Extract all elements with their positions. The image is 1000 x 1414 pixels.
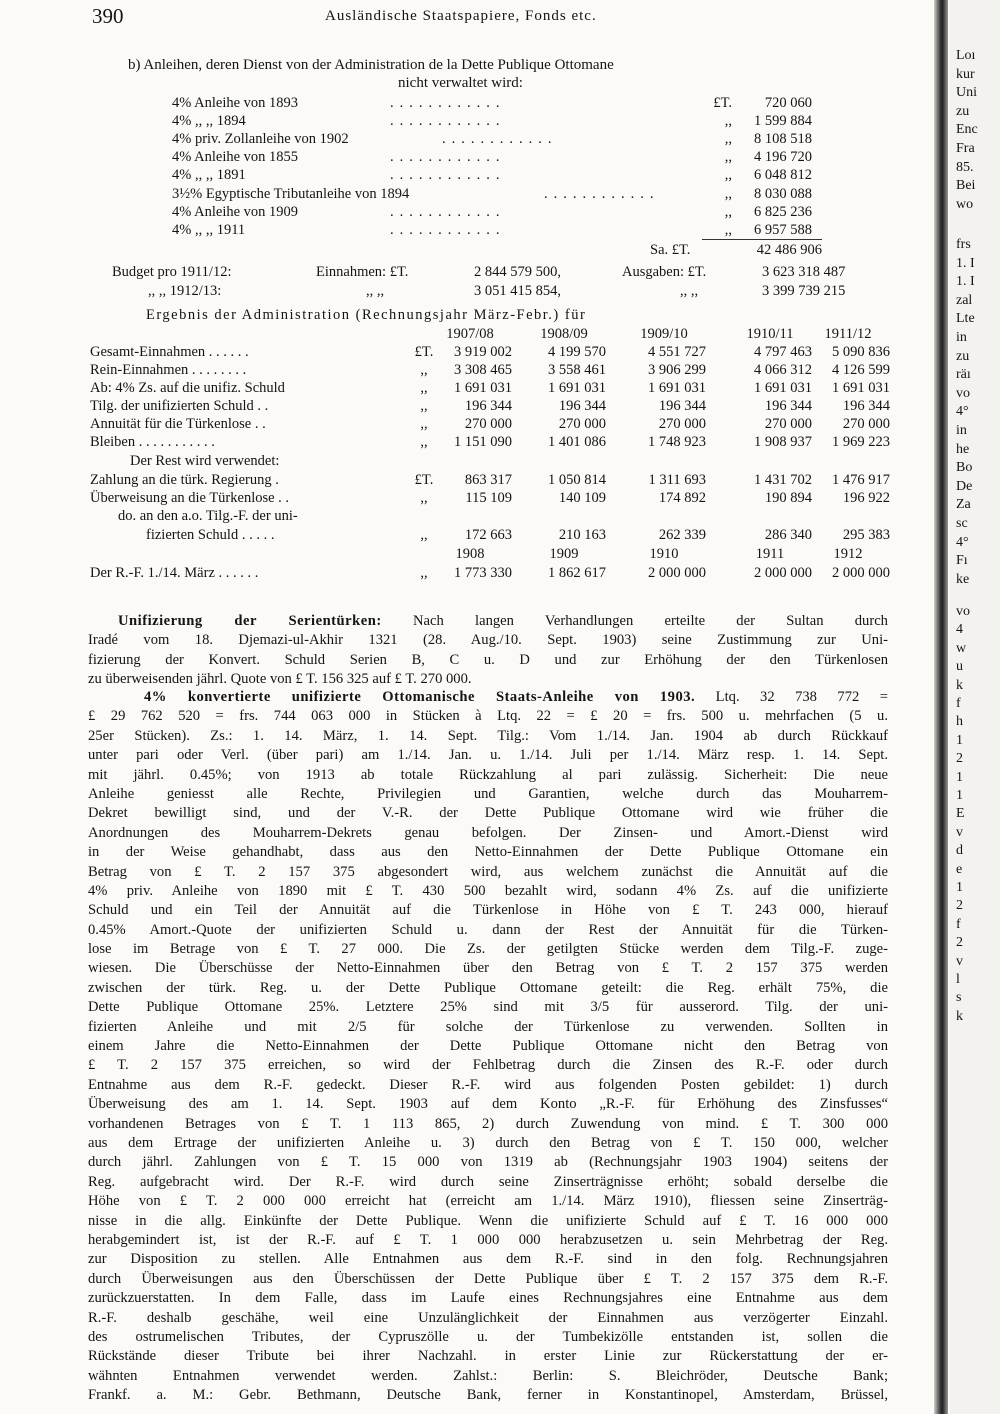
loan-currency: ,, xyxy=(724,149,732,166)
adjacent-page-fragment: h xyxy=(956,714,963,730)
rf-row-value: 1 862 617 xyxy=(548,565,606,581)
loan-currency: ,, xyxy=(724,221,732,238)
use-row-value: 1 431 702 xyxy=(754,472,812,488)
anleihe-line: aus dem Ertrage der unifizierten Anleihe u. 3) durch den Betrag von £ T. 150 000, welcher xyxy=(88,1134,888,1151)
result-row-value: 196 344 xyxy=(764,398,812,414)
adjacent-page-fragment: v xyxy=(956,953,963,969)
anleihe-line: einem Jahre die Netto-Einnahmen der Dette Publique Ottomane nicht den Betrag von xyxy=(88,1038,888,1055)
anleihe-line: unter pari oder Verl. (über pari) am 1./14. Jan. u. 1./14. Juli per 1./14. März resp. 1. 14. Sept. xyxy=(88,747,888,764)
anleihe-line: wiesen. Die Überschüsse der Netto-Einnahmen über den Betrag von £ T. 2 157 375 werden xyxy=(88,960,888,977)
page-number: 390 xyxy=(92,4,124,28)
loan-currency: £T. xyxy=(713,95,732,111)
anleihe-line: R.-F. deshalb geschähe, weil eine Unzulänglichkeit der Einnahmen aus verzögerter Einzahl. xyxy=(88,1309,888,1326)
year-label: 1909 xyxy=(549,546,579,562)
do-row-value: 172 663 xyxy=(464,527,512,543)
sum-rule xyxy=(702,239,822,240)
anleihe-line: lose im Betrage von £ T. 27 000. Die Zs. der getilgten Stücke werden dem Tilg.-F. zuge- xyxy=(88,941,888,958)
anleihe-line: Überweisung des am 1. 14. Sept. 1903 auf dem Konto „R.-F. für Erhöhung des Zinsfusses“ xyxy=(88,1096,888,1113)
loan-currency: ,, xyxy=(724,113,732,130)
anleihe-line: vorhandenen Betrages von £ T. 1 113 865, 2) durch Zuwendung von mind. £ T. 300 000 xyxy=(88,1115,888,1132)
anleihe-line: in der Weise gehandhabt, dass aus den Netto-Einnahmen der Dette Publique Ottomane ein xyxy=(88,844,888,861)
rf-row-value: 2 000 000 xyxy=(832,565,890,581)
adjacent-page-fragment: l xyxy=(956,972,960,987)
use-row-value: 140 109 xyxy=(558,490,606,506)
do-row-value: 210 163 xyxy=(558,527,606,543)
loan-row xyxy=(172,113,812,131)
result-row-value: 1 908 937 xyxy=(754,434,812,450)
anleihe-line: 25er Stücken). Zs.: 1. 14. März, 1. 14. Sept. Tilg.: Vom 1./14. Jan. 1904 ab durch Rückkauf xyxy=(88,727,888,744)
result-row-value: 1 691 031 xyxy=(648,380,706,396)
result-row-label: Annuität für die Türkenlose . . xyxy=(90,416,266,432)
result-row-value: 1 969 223 xyxy=(832,434,890,450)
anleihe-line: Dekret bewilligt sind, und der V.-R. der Dette Publique Ottomane wird wie früher die xyxy=(88,805,888,822)
use-row-value: 863 317 xyxy=(464,472,512,488)
rf-row-unit: ,, xyxy=(420,565,428,581)
adjacent-page-fragment: Za xyxy=(956,497,971,513)
year-label: 1910/11 xyxy=(746,326,794,342)
adjacent-page-fragment: 1 xyxy=(956,788,963,803)
use-row-value: 1 311 693 xyxy=(648,472,706,488)
anleihe-line: Anordnungen des Mouharrem-Dekrets genau befolgen. Der Zinsen- und Amort.-Dienst wird xyxy=(88,824,888,841)
anleihe-line: durch Überweisungen aus den Überschüssen der Dette Publique über £ T. 2 157 375 dem R.-F. xyxy=(88,1270,888,1287)
unifizierung-heading: Unifizierung der Serientürken: xyxy=(118,613,382,629)
anleihe-line: 0.45% Amort.-Quote der unifizierten Schuld u. dann der Rest der Annuität für die Türken- xyxy=(88,921,888,938)
adjacent-page-fragment: Uni xyxy=(956,85,977,101)
loan-name: 3½% Egyptische Tributanleihe von 1894 xyxy=(172,185,410,202)
loan-name: 4% ,, ,, 1911 xyxy=(172,221,246,238)
year-label: 1910 xyxy=(649,546,679,562)
adjacent-page-fragment: Fra xyxy=(956,141,975,156)
adjacent-page-fragment: k xyxy=(956,1008,963,1024)
do-row-value: 262 339 xyxy=(658,527,706,543)
loan-amount: 8 030 088 xyxy=(754,185,812,202)
adjacent-page-fragment: Lte xyxy=(956,311,975,327)
loan-row xyxy=(172,186,812,204)
anleihe-line: wähnten Entnahmen verwendet werden. Zahlst.: Berlin: S. Bleichröder, Deutsche Bank; xyxy=(88,1367,888,1384)
adjacent-page-fragment: in xyxy=(956,423,967,438)
adjacent-page-fragment: v xyxy=(956,824,963,840)
anleihe-line: Reg. aufgebracht wird. Der R.-F. wird durch seine Zinserträgnisse erhöht; sobald derselbe die xyxy=(88,1173,888,1190)
result-row-value: 1 691 031 xyxy=(832,380,890,396)
leader-dots: ............ xyxy=(390,113,506,130)
use-row-value: 190 894 xyxy=(764,490,812,506)
loan-row xyxy=(172,95,812,113)
rf-row-value: 2 000 000 xyxy=(754,565,812,581)
result-row-label: Tilg. der unifizierten Schuld . . xyxy=(90,398,269,414)
adjacent-page-fragment: 2 xyxy=(956,898,963,914)
adjacent-page-fragment: De xyxy=(956,478,973,494)
result-row-value: 3 906 299 xyxy=(648,362,706,378)
year-label: 1911 xyxy=(755,546,785,562)
unifizierung-paragraph xyxy=(88,612,888,690)
anleihe-line: Betrag von £ T. 2 157 375 abgesondert wird, aus welchem zunächst die Annuität auf die xyxy=(88,863,888,880)
adjacent-page-fragment: 2 xyxy=(956,751,963,767)
loan-name: 4% ,, ,, 1894 xyxy=(172,113,246,130)
anleihe-line: Frankf. a. M.: Gebr. Bethmann, Deutsche Bank, ferner in Konstantinopel, Amsterdam, Brüssel, xyxy=(88,1387,888,1404)
loan-currency: ,, xyxy=(724,131,732,148)
use-row-label: Zahlung an die türk. Regierung . xyxy=(90,472,279,488)
anleihe-line: des ostrumelischen Tributes, der Cypruszölle u. der Tumbekizölle entstanden ist, sollen die xyxy=(88,1328,888,1345)
year-label: 1909/10 xyxy=(640,326,688,342)
anleihe-line: 4% priv. Anleihe von 1890 mit £ T. 430 500 bezahlt wird, sodann 4% Zs. auf die unifizierte xyxy=(88,882,888,899)
adjacent-page-fragment: zu xyxy=(956,348,970,364)
adjacent-page-fragment: f xyxy=(956,916,961,932)
anleihe-line: herabgemindert ist, ist der R.-F. auf £ T. 1 000 000 herabzusetzen u. sein Mehrbetrag der Reg. xyxy=(88,1231,888,1248)
adjacent-page-fragment: 1. I xyxy=(956,255,975,271)
loan-total-label: Sa. £T. xyxy=(650,242,691,258)
result-row-unit: ,, xyxy=(420,362,428,378)
result-row-value: 3 919 002 xyxy=(454,344,512,360)
adjacent-page-fragment: kur xyxy=(956,66,975,82)
loan-amount: 6 825 236 xyxy=(754,203,812,220)
use-row-unit: ,, xyxy=(420,490,428,506)
loan-row xyxy=(172,222,812,240)
result-row-unit: ,, xyxy=(420,416,428,432)
year-label: 1911/12 xyxy=(824,326,872,342)
budget-income-label-2: ,, ,, xyxy=(366,283,385,299)
result-row-value: 5 090 836 xyxy=(832,344,890,360)
anleihe-line: nisse in die allg. Einkünfte der Dette Publique. Wenn die unifizierte Schuld auf £ T. 16 000 000 xyxy=(88,1212,888,1229)
result-row-value: 3 308 465 xyxy=(454,362,512,378)
anleihe-heading-line xyxy=(88,688,888,707)
book-gutter xyxy=(934,0,948,1414)
adjacent-page-fragment: s xyxy=(956,990,962,1006)
rf-row-value: 1 773 330 xyxy=(454,565,512,581)
result-row-value: 196 344 xyxy=(558,398,606,414)
result-row-unit: ,, xyxy=(420,398,428,414)
loan-name: 4% priv. Zollanleihe von 1902 xyxy=(172,131,349,148)
loan-amount: 8 108 518 xyxy=(754,131,812,148)
do-row-unit: ,, xyxy=(420,527,428,543)
leader-dots: ............ xyxy=(390,149,506,166)
adjacent-page-fragment: d xyxy=(956,843,963,859)
result-row-value: 4 126 599 xyxy=(832,362,890,378)
budget-income-label-1: Einnahmen: £T. xyxy=(316,264,409,280)
result-row-value: 1 151 090 xyxy=(454,434,512,450)
anleihe-line: £ T. 2 157 375 erreichen, so wird der Fehlbetrag durch die Zinsen des R.-F. oder durch xyxy=(88,1057,888,1074)
use-row-value: 174 892 xyxy=(658,490,706,506)
year-label: 1912 xyxy=(833,546,863,562)
budget-expense-2: 3 399 739 215 xyxy=(762,283,846,299)
anleihe-line: £ 29 762 520 = frs. 744 063 000 in Stücken à Ltq. 22 = £ 20 = frs. 500 u. mehrfachen (5 u. xyxy=(88,708,888,725)
result-row-value: 270 000 xyxy=(764,416,812,432)
adjacent-page-fragment: 1. I xyxy=(956,274,975,290)
anleihe-line: Schuld und ein Teil der Annuität auf die Türkenlose in Höhe von £ T. 243 000, hierauf xyxy=(88,902,888,919)
adjacent-page-edge xyxy=(950,0,1000,1414)
result-row-label: Gesamt-Einnahmen . . . . . . xyxy=(90,344,249,360)
leader-dots: ............ xyxy=(544,185,660,202)
loan-currency: ,, xyxy=(724,185,732,202)
budget-expense-label-1: Ausgaben: £T. xyxy=(622,264,707,280)
anleihe-line: Dette Publique Ottomane 25%. Letztere 25% sind mit 3/5 für ausserord. Tilg. der uni- xyxy=(88,999,888,1016)
adjacent-page-fragment: 1 xyxy=(956,880,963,895)
adjacent-page-fragment: 4 xyxy=(956,622,963,638)
adjacent-page-fragment: vo xyxy=(956,604,970,619)
use-row-value: 1 050 814 xyxy=(548,472,606,488)
adjacent-page-fragment: wo xyxy=(956,196,974,212)
result-row-unit: ,, xyxy=(420,380,428,396)
result-row-label: Ab: 4% Zs. auf die unifiz. Schuld xyxy=(90,380,285,396)
use-row-unit: £T. xyxy=(414,472,434,488)
loan-amount: 1 599 884 xyxy=(754,113,812,130)
adjacent-page-fragment: e xyxy=(956,861,963,877)
anleihe-heading: 4% konvertierte unifizierte Ottomanische Staats-Anleihe von 1903. xyxy=(144,689,696,705)
adjacent-page-fragment: ke xyxy=(956,571,970,587)
leader-dots: ............ xyxy=(390,203,506,220)
result-row-label: Bleiben . . . . . . . . . . . xyxy=(90,434,215,450)
adjacent-page-fragment: Fı xyxy=(956,553,968,569)
unifizierung-line-1: Nach langen Verhandlungen erteilte der Sultan durch xyxy=(412,613,888,629)
leader-dots: ............ xyxy=(390,95,506,111)
anleihe-line: Ltq. 32 738 772 = xyxy=(715,689,888,705)
anleihe-line: zurückzuerstatten. In dem Falle, dass im Laufe eines Rechnungsjahres eine Entnahme aus dem xyxy=(88,1290,888,1307)
result-row-value: 4 551 727 xyxy=(648,344,706,360)
loan-amount: 4 196 720 xyxy=(754,149,812,166)
adjacent-page-fragment: he xyxy=(956,441,970,457)
result-row-value: 1 748 923 xyxy=(648,434,706,450)
adjacent-page-fragment: 1 xyxy=(956,732,963,748)
loan-total-value: 42 486 906 xyxy=(756,242,822,258)
rf-row-value: 2 000 000 xyxy=(648,565,706,581)
do-row-value: 286 340 xyxy=(764,527,812,543)
anleihe-line: Rückstände dieser Tribute bei ihrer Nachzahl. in erster Linie zur Rückerstattung der er- xyxy=(88,1348,888,1365)
adjacent-page-fragment: sc xyxy=(956,516,968,531)
result-row-value: 1 691 031 xyxy=(548,380,606,396)
loan-row xyxy=(172,131,812,149)
result-row-value: 270 000 xyxy=(842,416,890,432)
loan-row xyxy=(172,204,812,222)
anleihe-line: Anleihe geniesst alle Rechte, Privilegien und Garantien, welche durch das Mouharrem- xyxy=(88,785,888,802)
result-row-value: 270 000 xyxy=(464,416,512,432)
year-label: 1908 xyxy=(455,546,485,562)
section-b-subheading: nicht verwaltet wird: xyxy=(398,75,523,91)
anleihe-line: Höhe von £ T. 2 000 000 erreicht hat (erreicht am 1./14. März 1910), fliessen seine Zinserträg- xyxy=(88,1193,888,1210)
adjacent-page-fragment: Loı xyxy=(956,48,976,63)
adjacent-page-fragment: in xyxy=(956,330,967,345)
use-row-value: 196 922 xyxy=(842,490,890,506)
anleihe-line: durch jährl. Zahlungen von £ T. 15 000 von 1319 ab (Rechnungsjahr 1903 1904) seitens der xyxy=(88,1154,888,1171)
do-row-label: fizierten Schuld . . . . . xyxy=(146,527,275,543)
use-row-label: Überweisung an die Türkenlose . . xyxy=(90,490,290,506)
loan-name: 4% Anleihe von 1909 xyxy=(172,203,299,220)
adjacent-page-fragment: zal xyxy=(956,292,973,308)
year-label: 1907/08 xyxy=(446,326,494,342)
budget-label-1: Budget pro 1911/12: xyxy=(112,264,232,280)
result-row-value: 196 344 xyxy=(658,398,706,414)
loan-amount: 720 060 xyxy=(764,95,812,111)
result-row-value: 270 000 xyxy=(558,416,606,432)
adjacent-page-fragment: 4° xyxy=(956,404,969,420)
adjacent-page-fragment: zu xyxy=(956,103,970,119)
do-label-1: do. an den a.o. Tilg.-F. der uni- xyxy=(118,508,298,524)
result-row-unit: ,, xyxy=(420,434,428,450)
adjacent-page-fragment: 85. xyxy=(956,159,974,175)
loan-row xyxy=(172,167,812,185)
leader-dots: ............ xyxy=(442,131,558,148)
loan-amount: 6 957 588 xyxy=(754,221,812,238)
anleihe-line: zwischen der türk. Reg. u. der Dette Publique Ottomane geteilt: die Reg. erhält 75%, die xyxy=(88,979,888,996)
use-row-value: 115 109 xyxy=(465,490,512,506)
loan-total-row xyxy=(650,242,822,259)
adjacent-page-fragment: räı xyxy=(956,367,971,383)
section-b-heading: b) Anleihen, deren Dienst von der Administration de la Dette Publique Ottomane xyxy=(128,57,614,73)
unifizierung-line-3: fizierung der Konvert. Schuld Serien B, C u. D und zur Erhöhung der den Türkenlosen xyxy=(88,651,888,668)
use-row-value: 1 476 917 xyxy=(832,472,890,488)
year-label: 1908/09 xyxy=(540,326,588,342)
loan-currency: ,, xyxy=(724,203,732,220)
anleihe-1903-paragraph xyxy=(88,688,888,1405)
leader-dots: ............ xyxy=(390,167,506,184)
loan-name: 4% Anleihe von 1893 xyxy=(172,95,299,111)
adjacent-page-fragment: Enc xyxy=(956,122,978,138)
result-row-value: 1 401 086 xyxy=(548,434,606,450)
unifizierung-line-4: zu überweisenden jährl. Quote von £ T. 156 325 auf £ T. 270 000. xyxy=(88,671,472,688)
result-row-label: Rein-Einnahmen . . . . . . . . xyxy=(90,362,247,378)
adjacent-page-fragment: w xyxy=(956,640,967,656)
result-row-value: 270 000 xyxy=(658,416,706,432)
adjacent-page-fragment: u xyxy=(956,659,963,675)
loan-row xyxy=(172,149,812,167)
loan-name: 4% ,, ,, 1891 xyxy=(172,167,246,184)
adjacent-page-fragment: f xyxy=(956,696,961,711)
loan-currency: ,, xyxy=(724,167,732,184)
adjacent-page-fragment: vo xyxy=(956,385,970,401)
anleihe-line: mit jährl. 0.45%; von 1913 ab totale Rückzahlung al pari zulässig. Sicherheit: Die neue xyxy=(88,766,888,783)
budget-expense-1: 3 623 318 487 xyxy=(762,264,846,280)
anleihe-line: fizierten Anleihe und mit 2/5 für solche der Türkenlose zu verwenden. Sollten in xyxy=(88,1018,888,1035)
adjacent-page-fragment: 4° xyxy=(956,534,969,550)
result-row-value: 196 344 xyxy=(842,398,890,414)
leader-dots: ............ xyxy=(390,221,506,238)
adjacent-page-fragment: k xyxy=(956,677,963,693)
running-header: Ausländische Staatspapiere, Fonds etc. xyxy=(325,8,597,24)
rest-label: Der Rest wird verwendet: xyxy=(130,453,280,469)
result-row-value: 1 691 031 xyxy=(754,380,812,396)
result-row-value: 1 691 031 xyxy=(454,380,512,396)
adjacent-page-fragment: Bo xyxy=(956,460,973,476)
budget-income-1: 2 844 579 500, xyxy=(474,264,561,280)
adjacent-page-fragment: Bei xyxy=(956,178,976,194)
unifizierung-line-2: Iradé vom 18. Djemazi-ul-Akhir 1321 (28. Aug./10. Sept. 1903) seine Zustimmung zur Uni- xyxy=(88,632,888,649)
budget-label-2: ,, ,, 1912/13: xyxy=(148,283,222,299)
budget-income-2: 3 051 415 854, xyxy=(474,283,561,299)
result-row-value: 4 797 463 xyxy=(754,344,812,360)
adjacent-page-fragment: frs xyxy=(956,237,971,252)
result-row-value: 4 199 570 xyxy=(548,344,606,360)
result-row-unit: £T. xyxy=(414,344,434,360)
budget-expense-label-2: ,, ,, xyxy=(680,283,699,299)
adjacent-page-fragment: E xyxy=(956,806,965,822)
result-row-value: 196 344 xyxy=(464,398,512,414)
result-row-value: 4 066 312 xyxy=(754,362,812,378)
adjacent-page-fragment: 1 xyxy=(956,769,963,785)
anleihe-line: zur Disposition zu stellen. Alle Entnahmen aus dem R.-F. sind in den folg. Rechnungsjahren xyxy=(88,1251,888,1268)
anleihe-line: Entnahme aus dem R.-F. gedeckt. Dieser R.-F. wird aus folgenden Posten gebildet: 1) durch xyxy=(88,1076,888,1093)
result-row-value: 3 558 461 xyxy=(548,362,606,378)
rf-row-label: Der R.-F. 1./14. März . . . . . . xyxy=(90,565,259,581)
do-row-value: 295 383 xyxy=(842,527,890,543)
loan-amount: 6 048 812 xyxy=(754,167,812,184)
loan-name: 4% Anleihe von 1855 xyxy=(172,149,299,166)
results-heading: Ergebnis der Administration (Rechnungsjahr März-Febr.) für xyxy=(146,307,587,323)
adjacent-page-fragment: 2 xyxy=(956,935,963,951)
